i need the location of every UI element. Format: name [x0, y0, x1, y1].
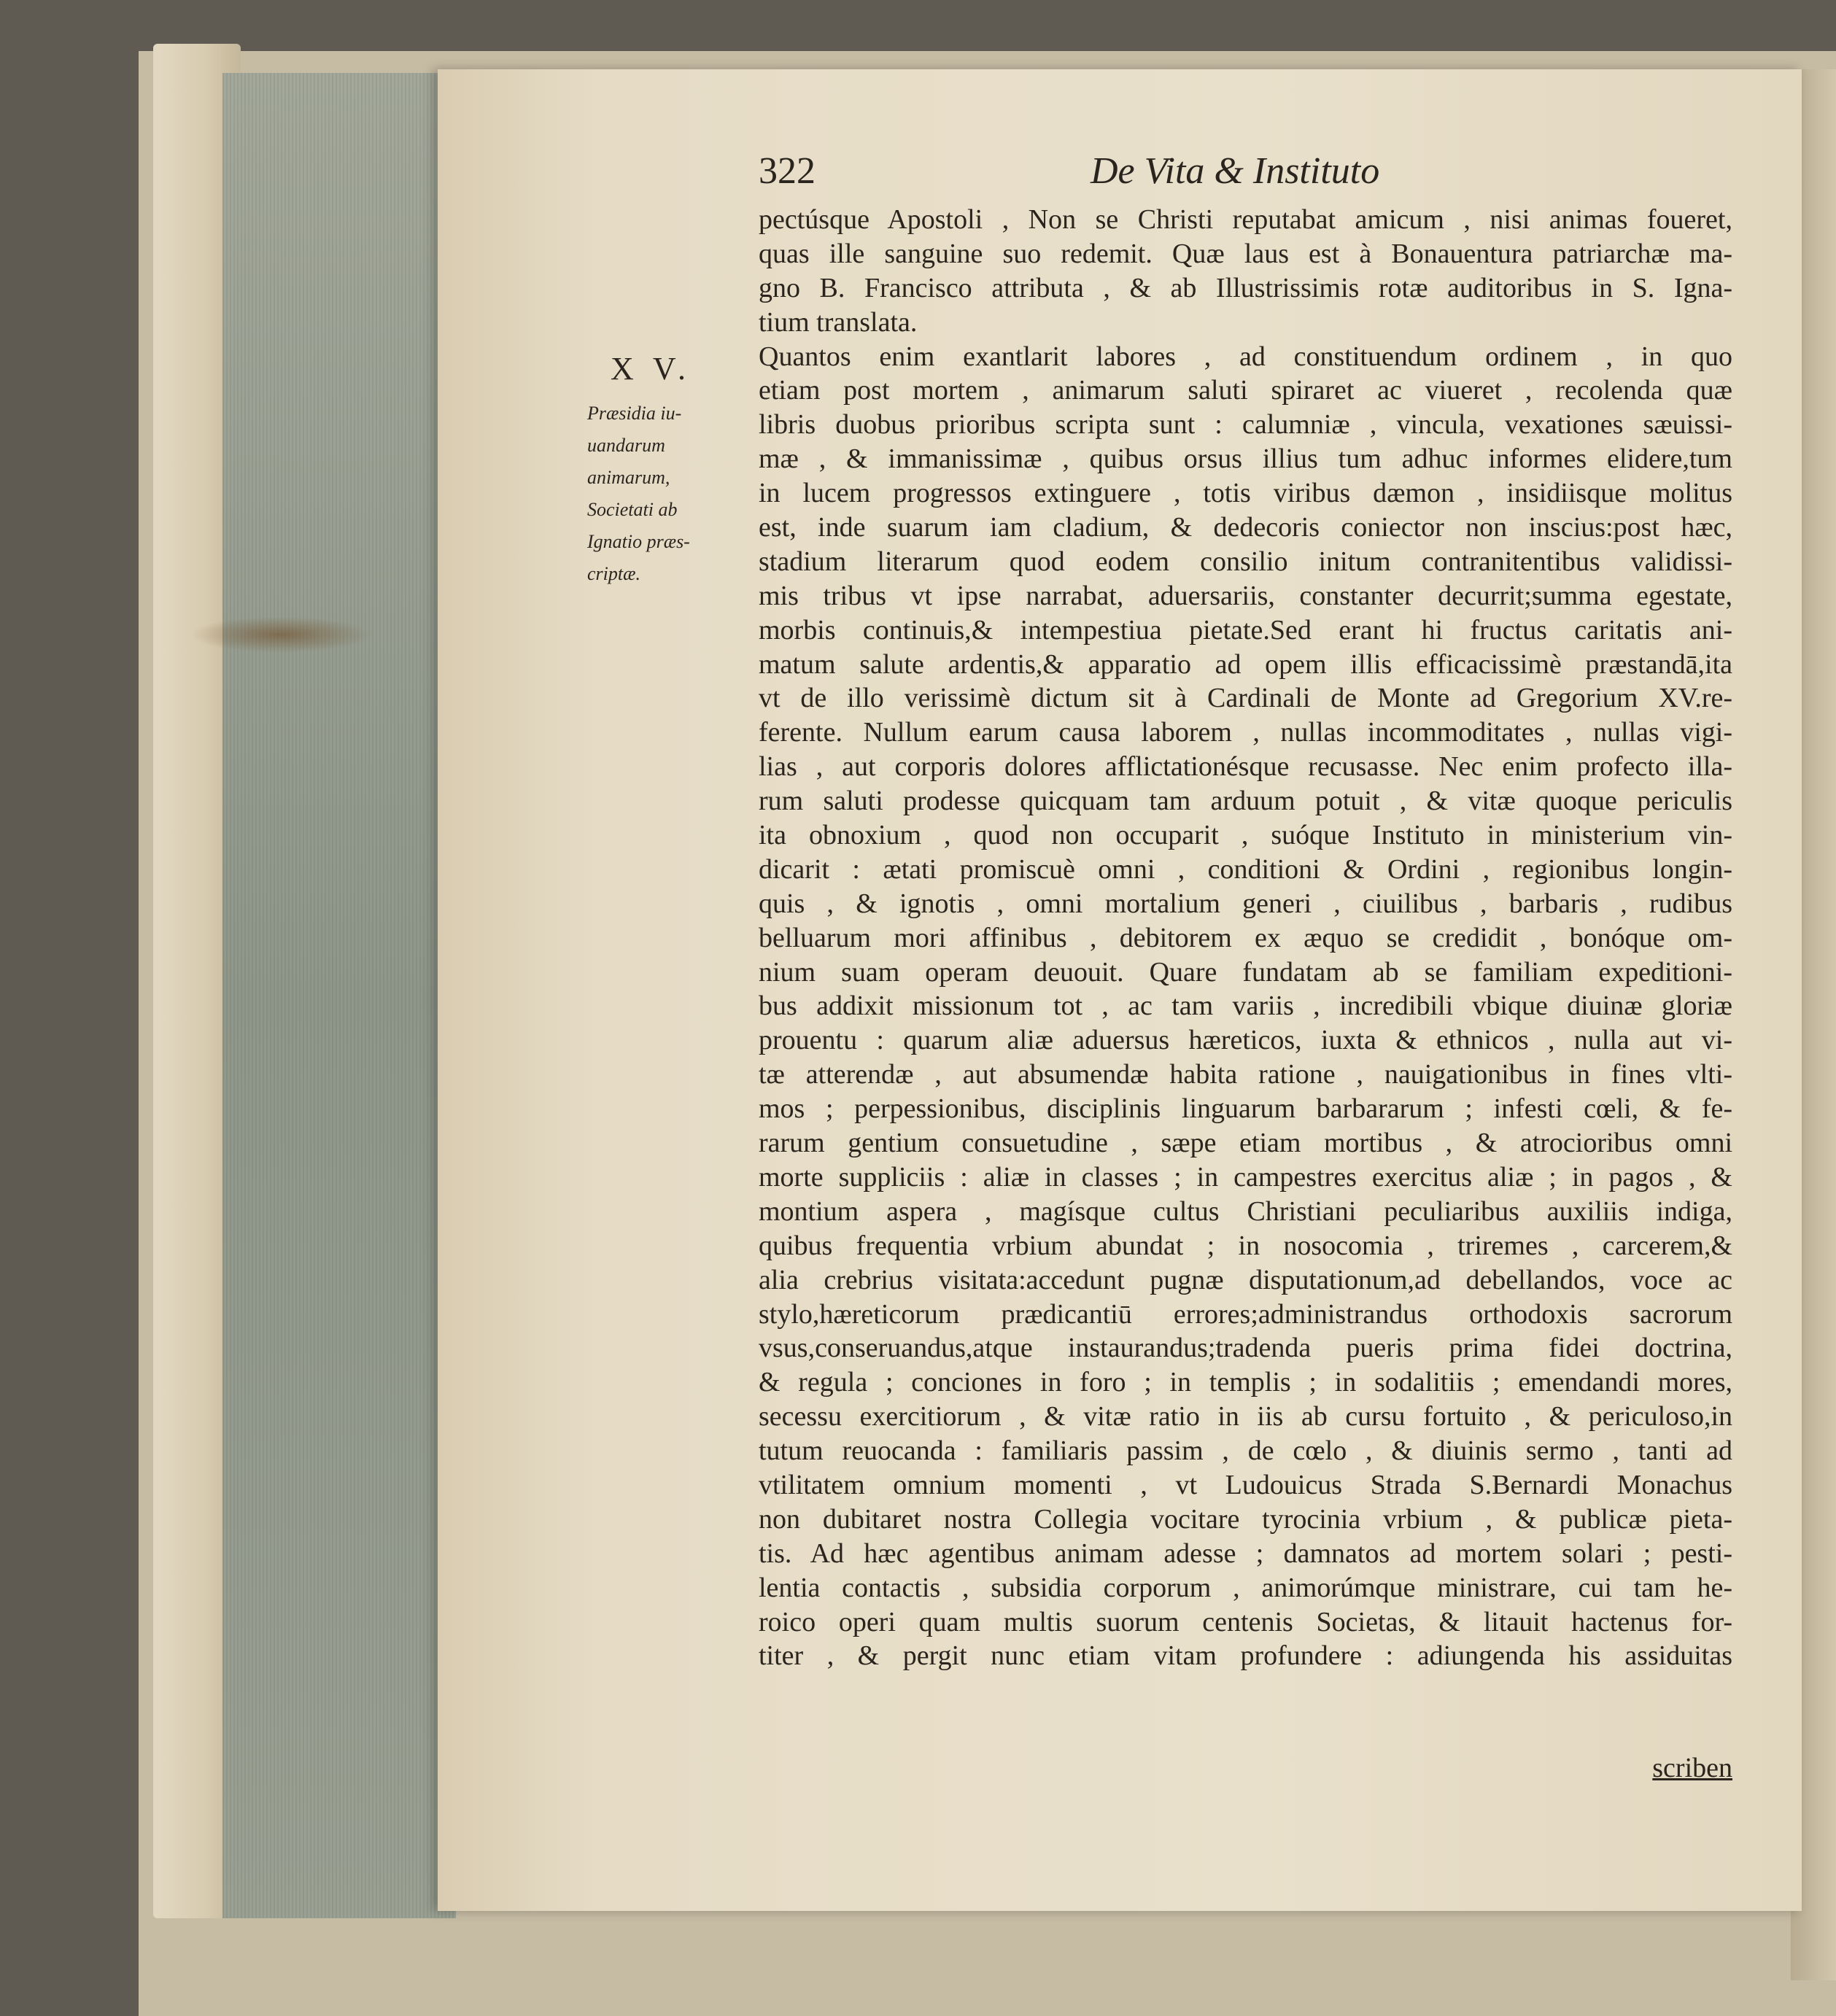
text-line: ferente. Nullum earum causa laborem , nullas incommoditates , nullas vigi- [759, 717, 1732, 748]
text-line: stylo,hæreticorum prædicantiū errores;administrandus orthodoxis sacrorum [759, 1298, 1732, 1330]
text-line: mæ , & immanissimæ , quibus orsus illius tum adhuc informes elidere,tum [759, 443, 1732, 475]
catchword: scriben [1652, 1753, 1732, 1783]
text-line: vsus,conseruandus,atque instaurandus;tradenda pueris prima fidei doctrina, [759, 1333, 1732, 1364]
section-numeral: X V. [610, 351, 692, 387]
text-line: belluarum mori affinibus , debitorem ex æquo se credidit , bonóque om- [759, 922, 1732, 953]
text-line: tæ atterendæ , aut absumendæ habita ratione , nauigationibus in fines vlti- [759, 1059, 1732, 1090]
text-line: tis. Ad hæc agentibus animam adesse ; damnatos ad mortem solari ; pesti- [759, 1538, 1732, 1569]
margin-line: animarum, [587, 467, 670, 488]
text-line: tium translata. [759, 306, 918, 338]
text-line: secessu exercitiorum , & vitæ ratio in iis ab cursu fortuito , & periculoso,in [759, 1401, 1732, 1432]
running-title: De Vita & Instituto [1091, 150, 1380, 192]
text-line: & regula ; conciones in foro ; in templis ; in sodalitiis ; emendandi mores, [759, 1367, 1732, 1398]
text-line: quas ille sanguine suo redemit. Quæ laus est à Bonauentura patriarchæ ma- [759, 238, 1732, 269]
text-line: lentia contactis , subsidia corporum , animorúmque ministrare, cui tam he- [759, 1572, 1732, 1603]
margin-gloss [587, 398, 715, 590]
text-line: gno B. Francisco attributa , & ab Illustrissimis rotæ auditoribus in S. Igna- [759, 272, 1732, 303]
text-line: rum saluti prodesse quicquam tam arduum potuit , & vitæ quoque periculis [759, 786, 1732, 817]
text-line: vt de illo verissimè dictum sit à Cardinali de Monte ad Gregorium XV.re- [759, 683, 1732, 714]
text-line: dicarit : ætati promiscuè omni , conditioni & Ordini , regionibus longin- [759, 853, 1732, 885]
text-line: est, inde suarum iam cladium, & dedecoris coniector non inscius:post hæc, [759, 512, 1732, 543]
text-line: prouentu : quarum aliæ aduersus hæreticos, iuxta & ethnicos , nulla aut vi- [759, 1025, 1732, 1056]
text-line: roico operi quam multis suorum centenis Societas, & litauit hactenus for- [759, 1606, 1732, 1637]
margin-line: Societati ab [587, 499, 678, 520]
text-line: rarum gentium consuetudine , sæpe etiam mortibus , & atrocioribus omni [759, 1128, 1732, 1159]
margin-line: Præsidia iu- [587, 403, 682, 424]
text-line: quibus frequentia vrbium abundat ; in nosocomia , triremes , carcerem,& [759, 1230, 1732, 1261]
text-line: quis , & ignotis , omni mortalium generi , ciuilibus , barbaris , rudibus [759, 888, 1732, 919]
margin-line: uandarum [587, 435, 665, 456]
text-line: alia crebrius visitata:accedunt pugnæ disputationum,ad debellandos, voce ac [759, 1264, 1732, 1295]
text-line: mis tribus vt ipse narrabat, aduersariis, constanter decurrit;summa egestate, [759, 580, 1732, 611]
text-line: bus addixit missionum tot , ac tam variis , incredibili vbique diuinæ gloriæ [759, 990, 1732, 1022]
text-line: non dubitaret nostra Collegia vocitare tyrocinia vrbium , & publicæ pieta- [759, 1503, 1732, 1535]
text-line: Quantos enim exantlarit labores , ad constituendum ordinem , in quo [759, 341, 1732, 372]
text-line: etiam post mortem , animarum saluti spiraret ac viueret , recolenda quæ [759, 375, 1732, 406]
text-line: titer , & pergit nunc etiam vitam profundere : adiungenda his assiduitas [759, 1640, 1732, 1672]
margin-note [587, 350, 715, 590]
text-line: libris duobus prioribus scripta sunt : calumniæ , vincula, vexationes sæuissi- [759, 409, 1732, 441]
text-line: ita obnoxium , quod non occuparit , suóque Instituto in ministerium vin- [759, 820, 1732, 851]
body-text [759, 203, 1732, 1673]
page-number: 322 [759, 150, 816, 192]
text-line: morbis continuis,& intempestiua pietate.Sed erant hi fructus caritatis ani- [759, 614, 1732, 645]
text-line: montium aspera , magísque cultus Christiani peculiaribus auxiliis indiga, [759, 1195, 1732, 1227]
text-line: vtilitatem omnium momenti , vt Ludouicus Strada S.Bernardi Monachus [759, 1469, 1732, 1500]
text-line: tutum reuocanda : familiaris passim , de cœlo , & diuinis sermo , tanti ad [759, 1435, 1732, 1467]
text-line: mos ; perpessionibus, disciplinis linguarum barbararum ; infesti cœli, & fe- [759, 1093, 1732, 1125]
catchword-area [759, 1752, 1732, 1788]
stain-mark [190, 616, 372, 653]
text-line: nium suam operam deuouit. Quare fundatam ab se familiam expeditioni- [759, 956, 1732, 988]
text-line: matum salute ardentis,& apparatio ad opem illis efficacissimè præstandā,ita [759, 648, 1732, 680]
text-line: stadium literarum quod eodem consilio initum contranitentibus validissi- [759, 546, 1732, 577]
text-line: morte suppliciis : aliæ in classes ; in campestres exercitus aliæ ; in pagos , & [759, 1161, 1732, 1193]
text-line: pectúsque Apostoli , Non se Christi reputabat amicum , nisi animas foueret, [759, 204, 1732, 235]
page-header [759, 150, 1751, 201]
text-line: lias , aut corporis dolores afflictationésque recusasse. Nec enim profecto illa- [759, 751, 1732, 783]
text-line: in lucem progressos extinguere , totis viribus dæmon , insidiisque molitus [759, 478, 1732, 509]
margin-line: Ignatio præs- [587, 531, 690, 552]
page-block-edge [222, 73, 456, 1918]
margin-line: criptæ. [587, 563, 640, 584]
